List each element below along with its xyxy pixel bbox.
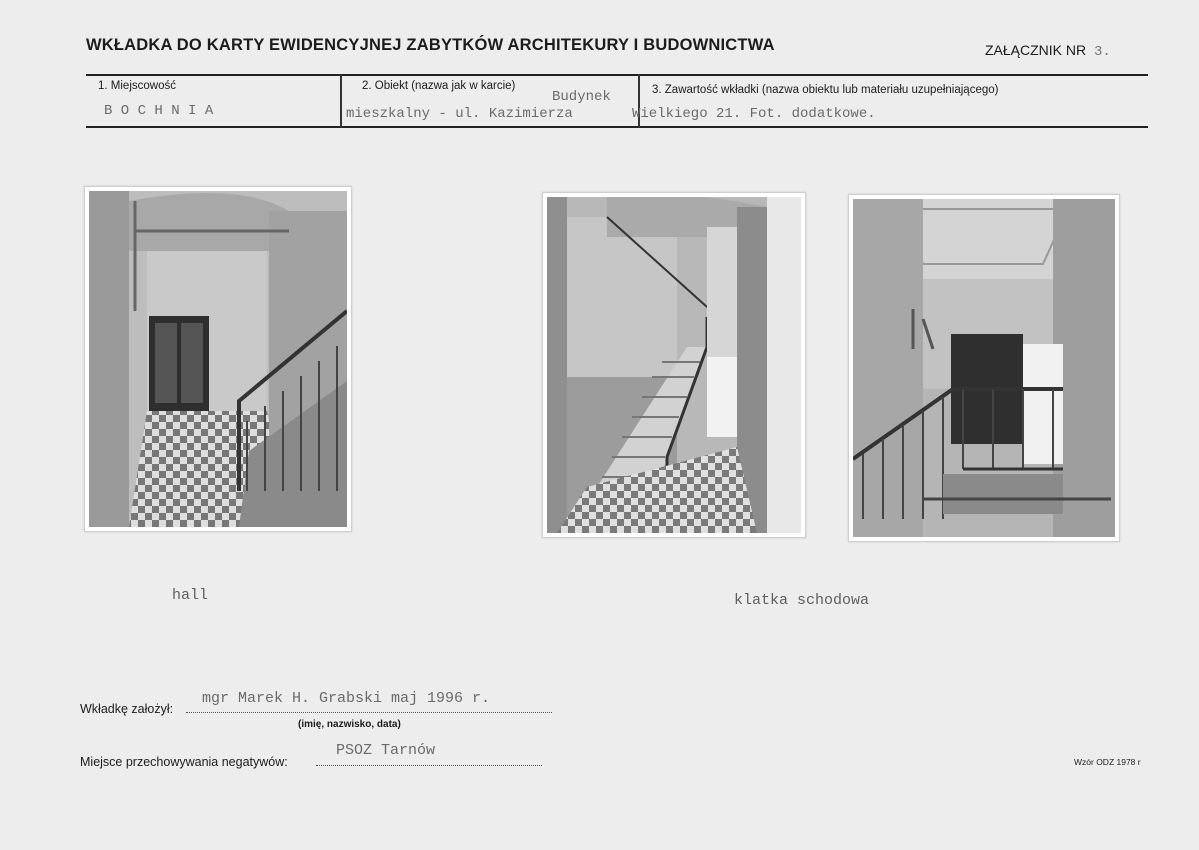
object-label: 2. Obiekt (nazwa jak w karcie) — [362, 80, 516, 92]
object-value-line1: Budynek — [552, 89, 611, 105]
annex-label: ZAŁĄCZNIK NR — [985, 42, 1087, 58]
photo-staircase — [542, 192, 806, 538]
content-label: 3. Zawartość wkładki (nazwa obiektu lub materiału uzupełniającego) — [652, 84, 999, 96]
header-bottom-rule — [86, 126, 1148, 128]
annex-number: 3. — [1094, 44, 1111, 60]
created-by-value: mgr Marek H. Grabski maj 1996 r. — [202, 690, 491, 707]
locality-value: B O C H N I A — [104, 103, 214, 119]
object-value-line2: mieszkalny - ul. Kazimierza — [346, 106, 573, 122]
staircase-photo-image — [547, 197, 801, 533]
negatives-dotted-line — [316, 765, 542, 766]
photo-landing — [848, 194, 1120, 542]
form-code: Wzór ODZ 1978 r — [1074, 757, 1141, 767]
photo-hall — [84, 186, 352, 532]
negatives-label: Miejsce przechowywania negatywów: — [80, 755, 288, 769]
created-by-hint: (imię, nazwisko, data) — [298, 719, 401, 730]
negatives-value: PSOZ Tarnów — [336, 742, 436, 759]
landing-photo-image — [853, 199, 1115, 537]
created-by-label: Wkładkę założył: — [80, 702, 174, 716]
form-title: WKŁADKA DO KARTY EWIDENCYJNEJ ZABYTKÓW ARCHITEKURY I BUDOWNICTWA — [86, 36, 775, 54]
caption-staircase: klatka schodowa — [734, 592, 870, 609]
caption-hall: hall — [172, 587, 209, 604]
header-top-rule — [86, 74, 1148, 76]
field-divider-1 — [340, 74, 342, 128]
locality-label: 1. Miejscowość — [98, 80, 176, 92]
content-value: Wielkiego 21. Fot. dodatkowe. — [632, 106, 876, 122]
hall-photo-image — [89, 191, 347, 527]
annex-label-group — [985, 42, 1111, 60]
created-by-dotted-line — [186, 712, 552, 713]
